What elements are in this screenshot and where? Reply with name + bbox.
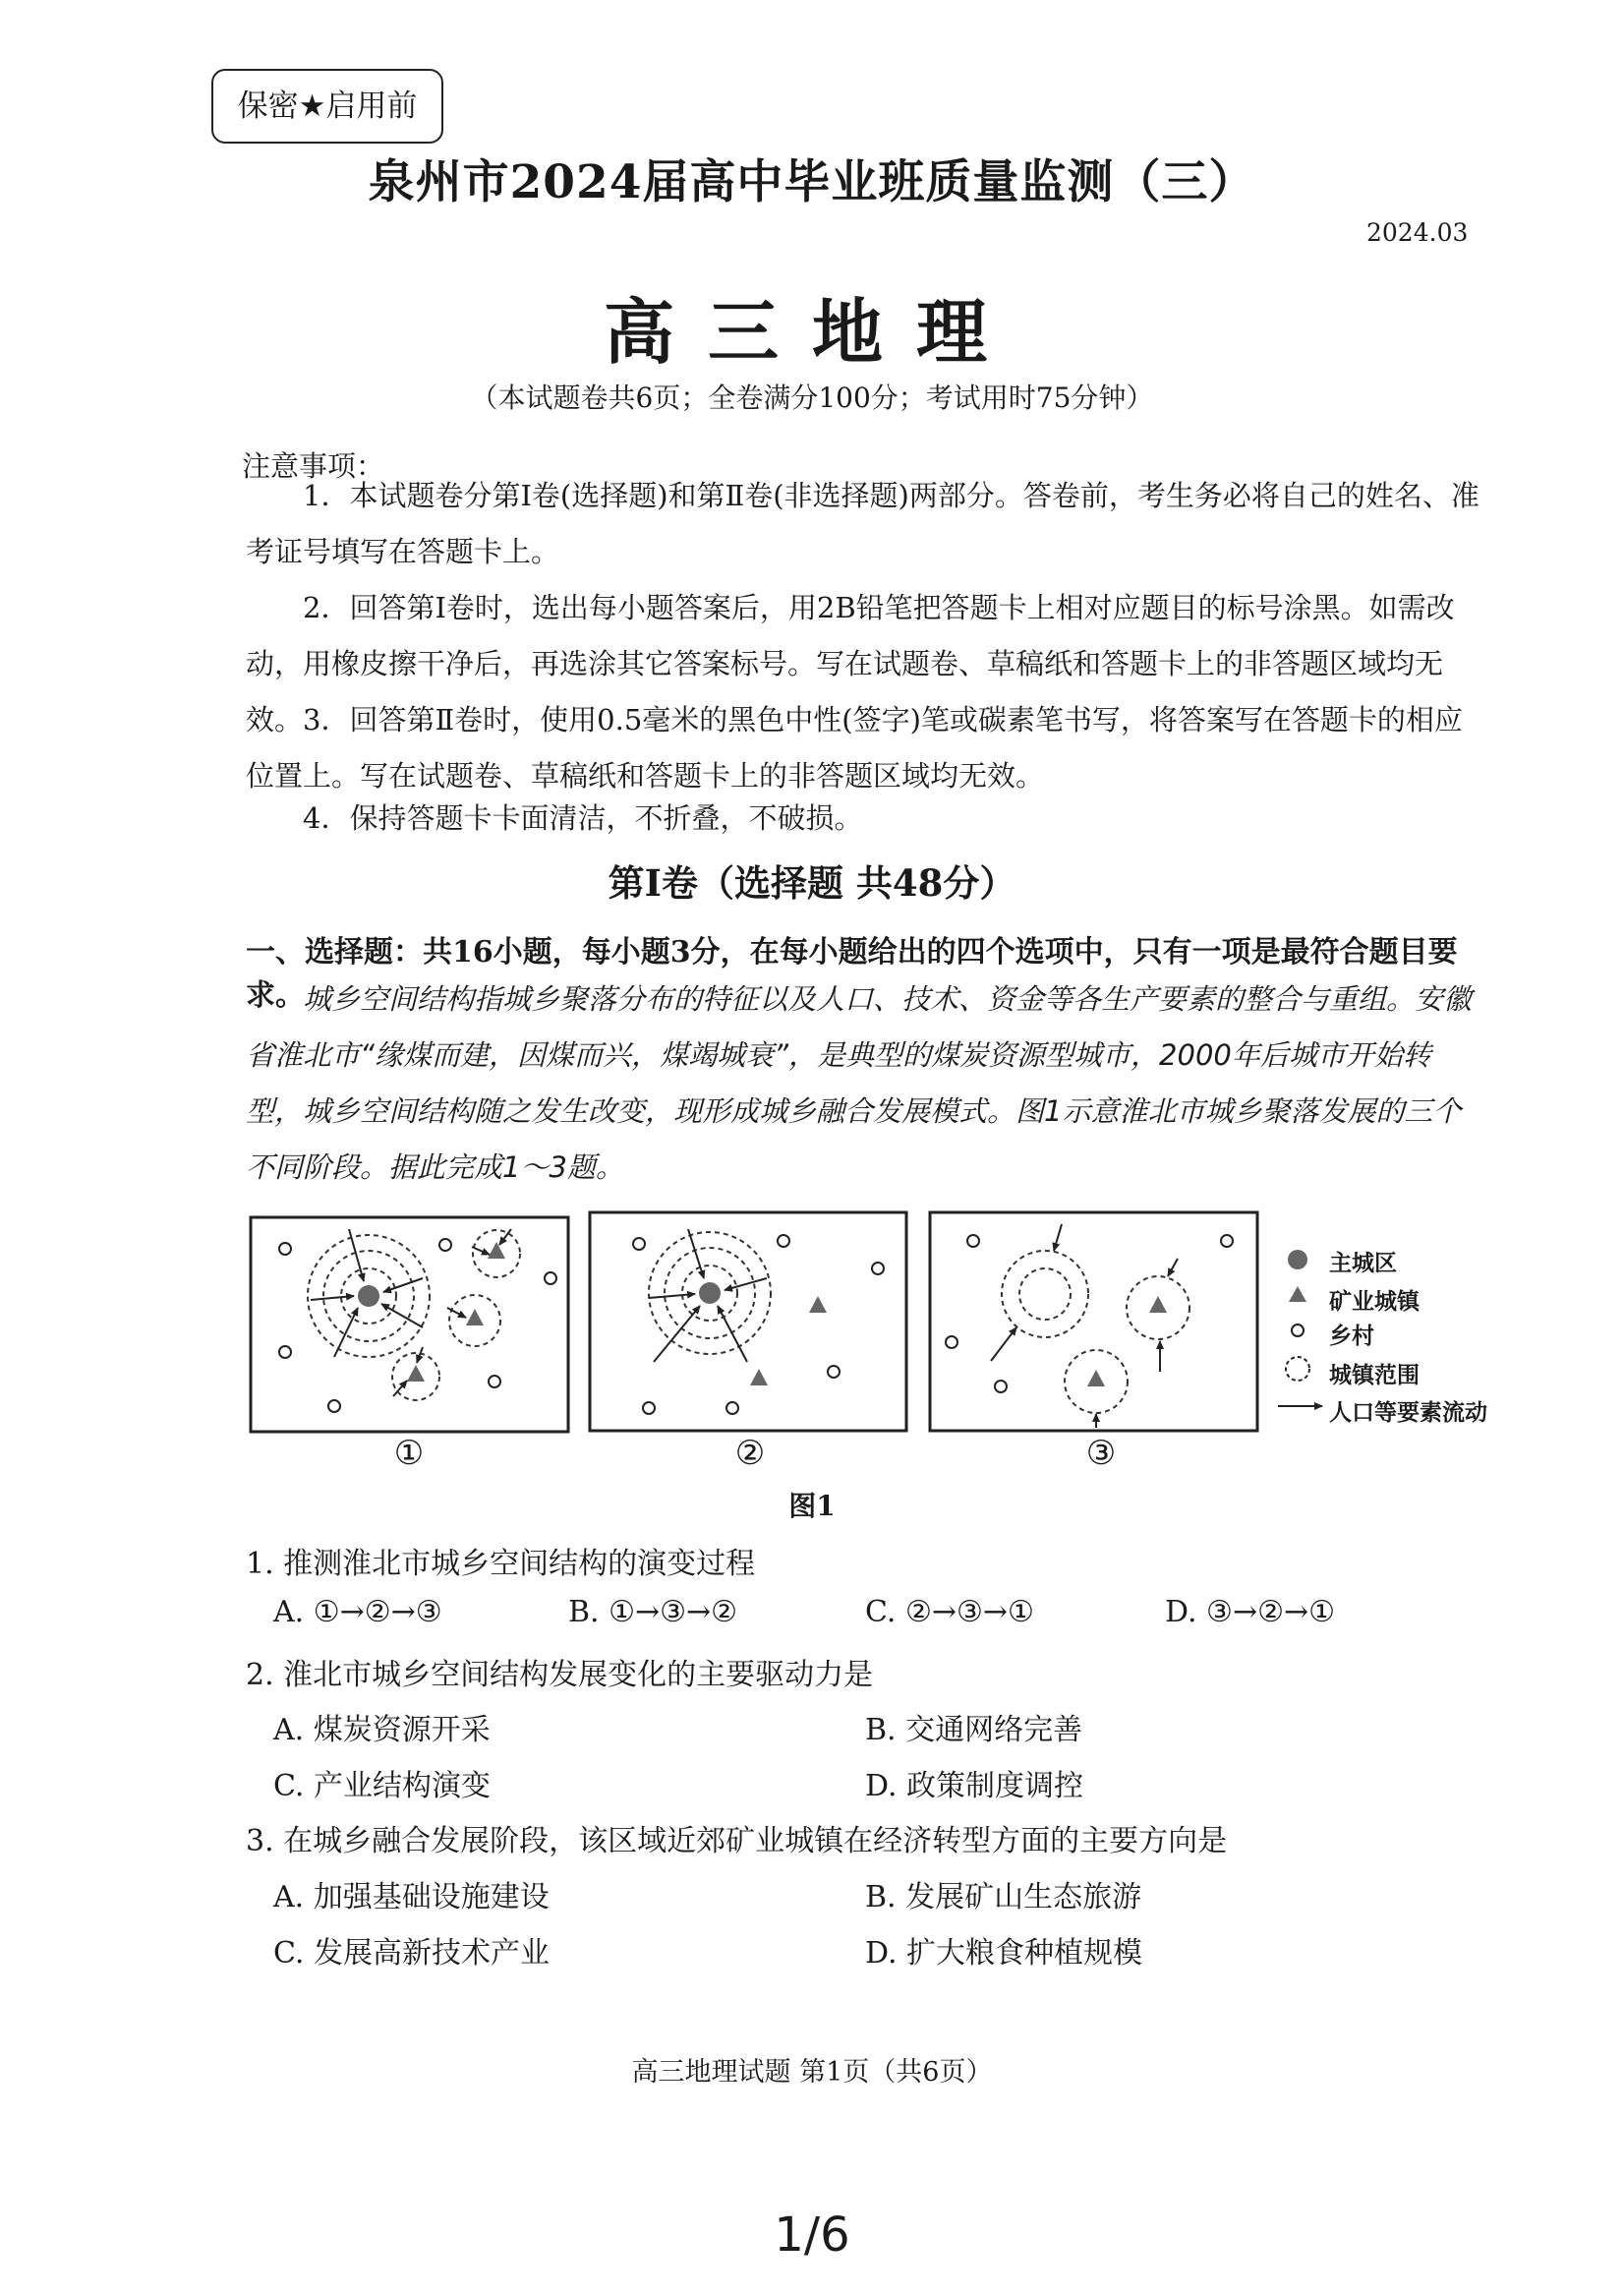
exam-info: （本试题卷共6页；全卷满分100分；考试用时75分钟） [470,382,1154,414]
legend-mining-town: 矿业城镇 [1329,1289,1420,1315]
section-title: 第Ⅰ卷（选择题 共48分） [608,861,1016,905]
question-1-option-a[interactable]: A. ①→②→③ [273,1595,442,1629]
figure-panel-1 [251,1217,568,1432]
notice-item-1: 1．本试题卷分第Ⅰ卷(选择题)和第Ⅱ卷(非选择题)两部分。答卷前，考生务必将自己的姓名、准考证号填写在答题卡上。 [246,479,1479,568]
notice-item-3: 3．回答第Ⅱ卷时，使用0.5毫米的黑色中性(签字)笔或碳素笔书写，将答案写在答题卡的相应位置上。写在试题卷、草稿纸和答题卡上的非答题区域均无效。 [246,703,1463,793]
subject-title: 高三地理 [603,290,1020,374]
question-3-option-a[interactable]: A. 加强基础设施建设 [273,1880,550,1914]
legend-village: 乡村 [1329,1324,1374,1349]
notice-heading: 注意事项： [242,449,385,483]
question-1-option-c[interactable]: C. ②→③→① [865,1595,1034,1629]
exam-date: 2024.03 [1366,218,1469,247]
question-1-stem: 1. 推测淮北市城乡空间结构的演变过程 [246,1547,756,1581]
question-type-instructions: 一、选择题：共16小题，每小题3分，在每小题给出的四个选项中，只有一项是最符合题目要求。 [246,935,1458,1013]
legend-town-range: 城镇范围 [1329,1363,1420,1388]
confidential-stamp: 保密★启用前 [211,69,443,144]
figure-caption: 图1 [788,1490,836,1522]
page-footer: 高三地理试题 第1页（共6页） [631,2057,993,2088]
exam-title: 泉州市2024届高中毕业班质量监测（三） [368,155,1256,209]
page-indicator: 1/6 [774,2208,850,2263]
legend-main-city: 主城区 [1329,1251,1397,1276]
figure-panel-3 [930,1212,1257,1431]
question-1-option-d[interactable]: D. ③→②→① [1165,1595,1336,1629]
material-paragraph: 城乡空间结构指城乡聚落分布的特征以及人口、技术、资金等各生产要素的整合与重组。安徽省淮北市“缘煤而建，因煤而兴，煤竭城衰”，是典型的煤炭资源型城市，2000年后城市开始转型，城乡空间结构随之发生改变，现形成城乡融合发展模式。图1示意淮北市城乡聚落发展的三个不同阶段。据此完成1～3题。 [246,982,1473,1184]
question-3-option-b[interactable]: B. 发展矿山生态旅游 [865,1880,1142,1914]
question-2-option-a[interactable]: A. 煤炭资源开采 [273,1713,491,1747]
main-city-symbol [358,1285,379,1307]
figure-legend-symbols [1278,1250,1322,1406]
panel-label-3: ③ [1085,1434,1117,1473]
question-2-stem: 2. 淮北市城乡空间结构发展变化的主要驱动力是 [246,1658,874,1692]
question-3-option-c[interactable]: C. 发展高新技术产业 [273,1936,550,1971]
legend-flow: 人口等要素流动 [1329,1400,1487,1426]
panel-label-2: ② [734,1434,766,1473]
question-1-option-b[interactable]: B. ①→③→② [568,1595,738,1629]
notice-item-4: 4．保持答题卡卡面清洁，不折叠，不破损。 [303,801,863,835]
notice-item-2: 2．回答第Ⅰ卷时，选出每小题答案后，用2B铅笔把答题卡上相对应题目的标号涂黑。如需改动，用橡皮擦干净后，再选涂其它答案标号。写在试题卷、草稿纸和答题卡上的非答题区域均无效。 [246,591,1455,736]
question-3-option-d[interactable]: D. 扩大粮食种植规模 [865,1936,1143,1971]
question-2-option-b[interactable]: B. 交通网络完善 [865,1713,1083,1747]
panel-label-1: ① [393,1434,425,1473]
question-3-stem: 3. 在城乡融合发展阶段，该区域近郊矿业城镇在经济转型方面的主要方向是 [246,1824,1228,1858]
question-2-option-c[interactable]: C. 产业结构演变 [273,1769,491,1803]
figure-panel-2 [590,1212,906,1431]
question-2-option-d[interactable]: D. 政策制度调控 [865,1769,1084,1803]
